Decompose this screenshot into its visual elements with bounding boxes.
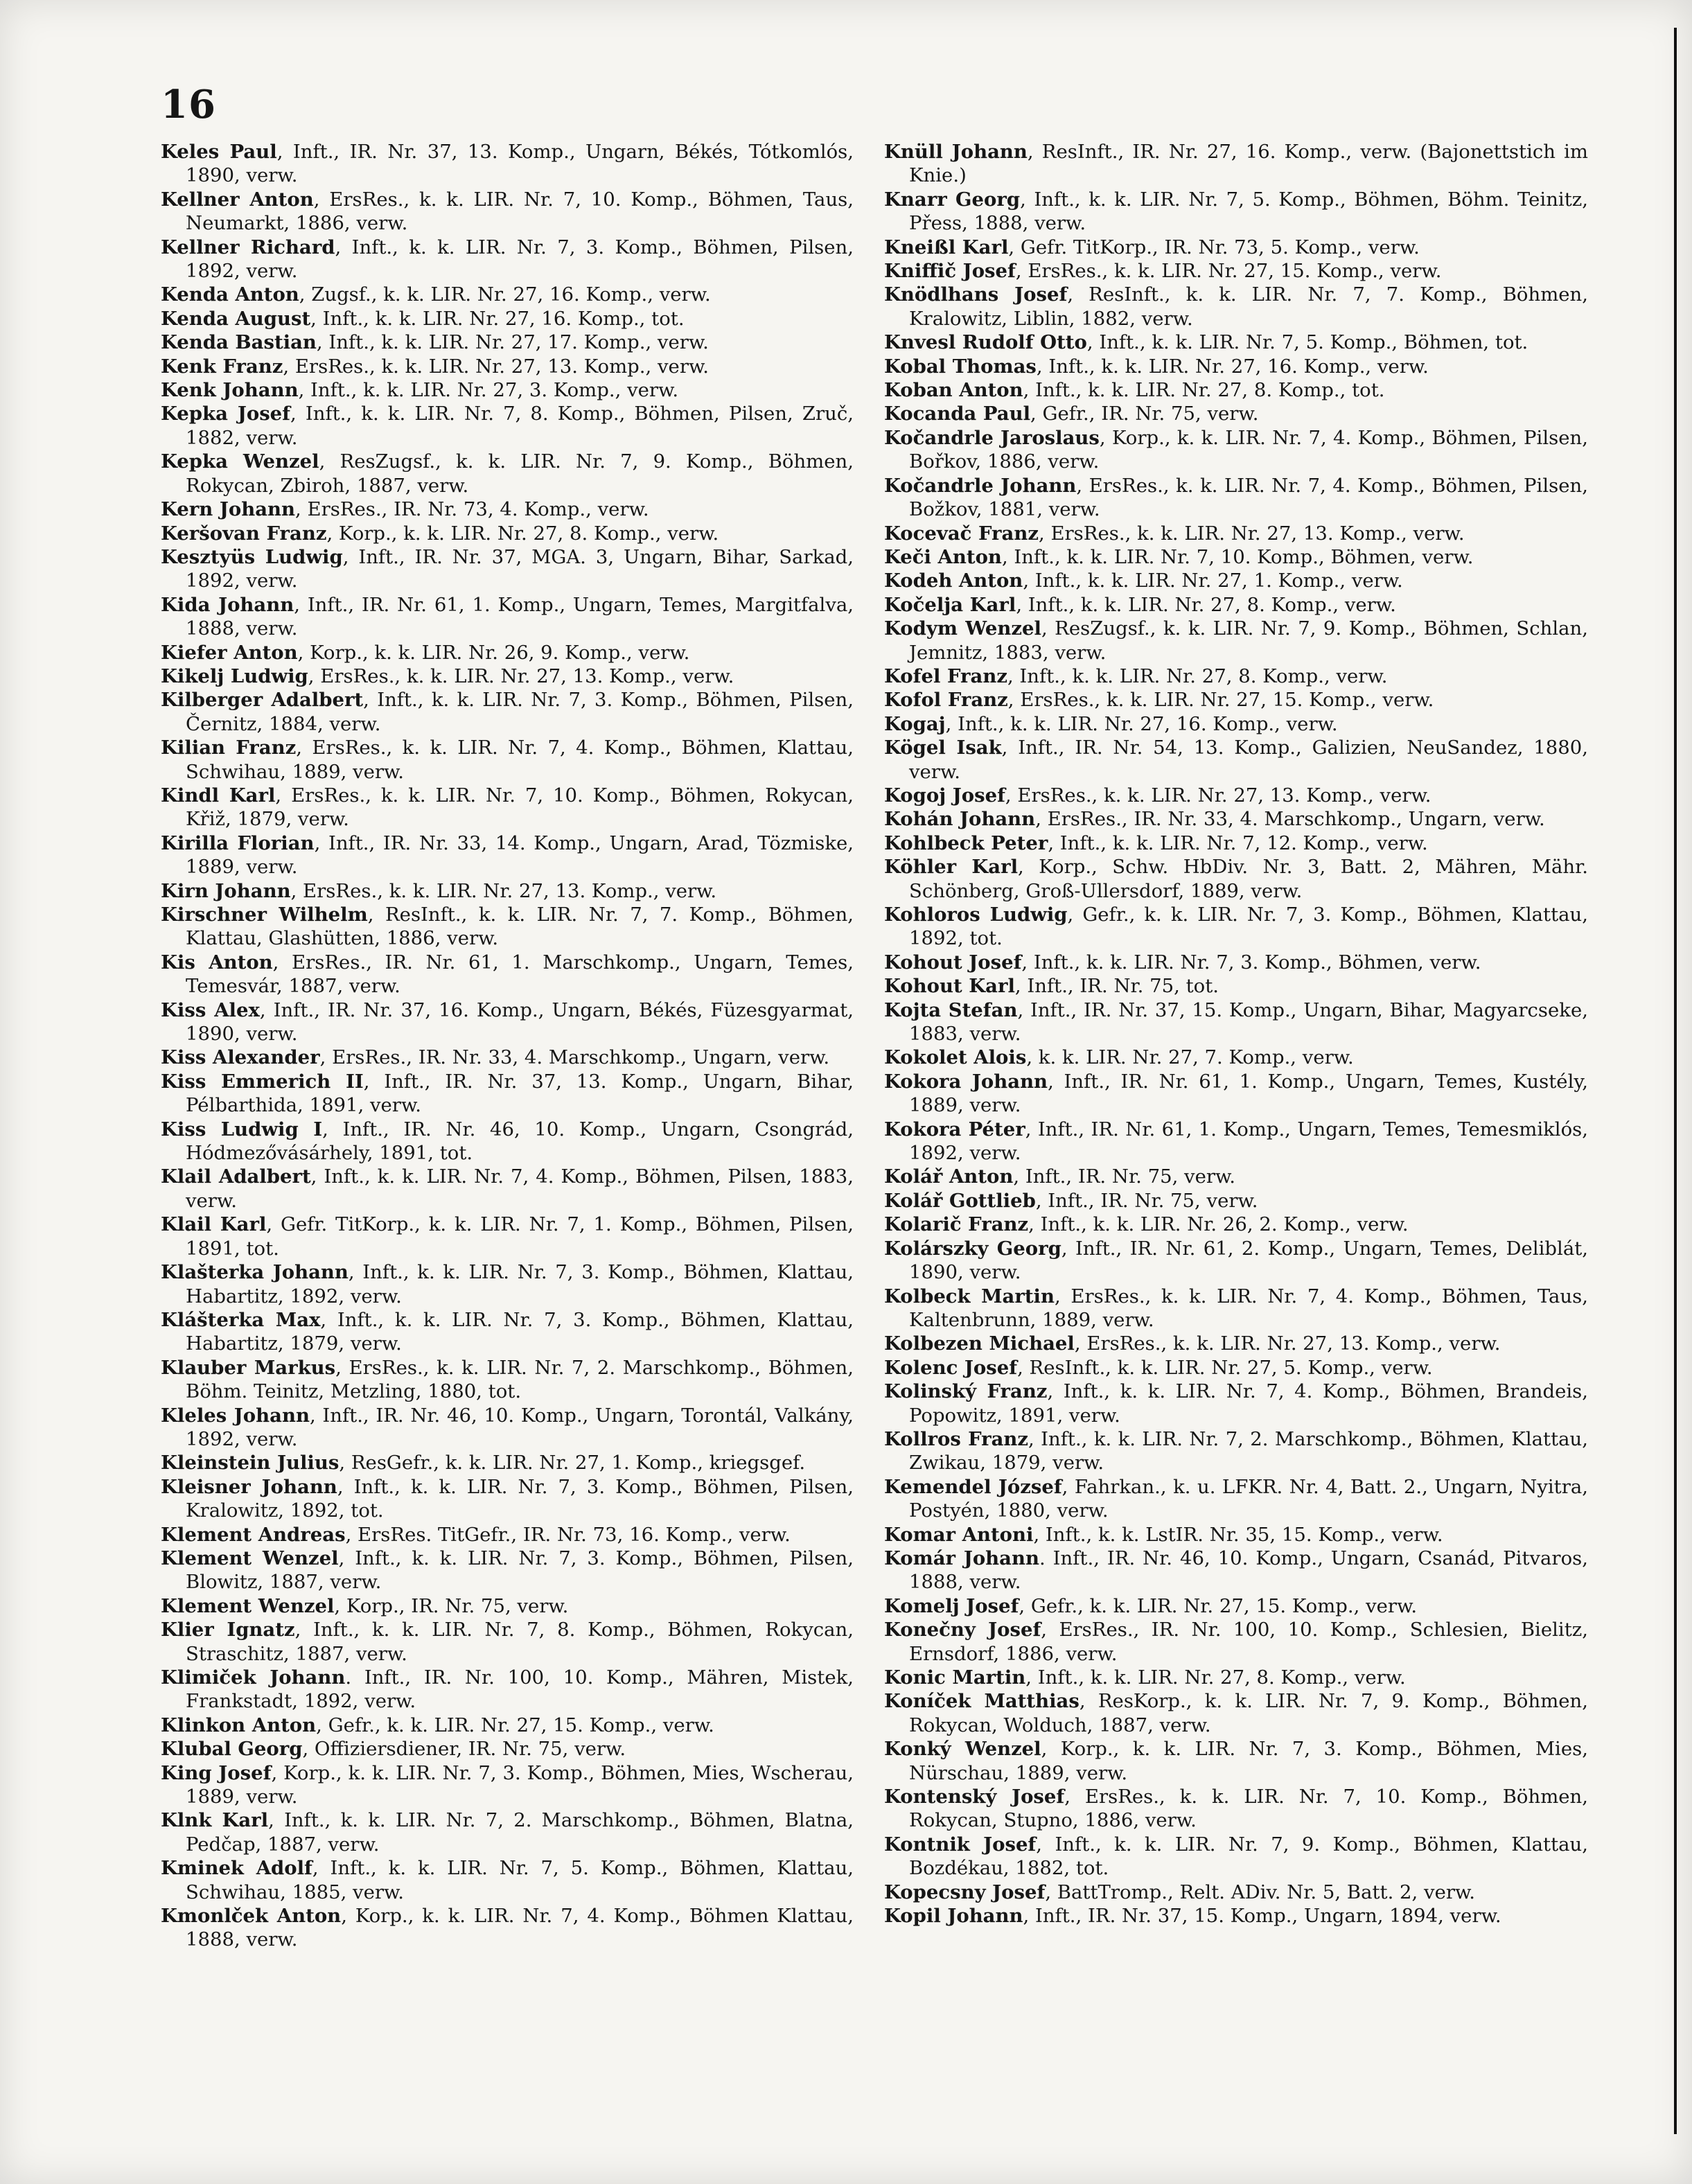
casualty-entry <box>161 641 854 664</box>
entry-name: Kindl Karl <box>161 784 276 807</box>
entry-name: Kenk Franz <box>161 355 283 378</box>
entry-name: Klášterka Max <box>161 1308 321 1331</box>
entry-details: , Offiziersdiener, IR. Nr. 75, verw. <box>302 1738 626 1761</box>
entry-name: Keles Paul <box>161 141 277 163</box>
casualty-entry <box>161 283 854 306</box>
entry-details: , Inft., k. k. LIR. Nr. 7, 3. Komp., Böhmen, Pilsen, 1892, verw. <box>186 236 854 283</box>
casualty-entry <box>884 1189 1588 1213</box>
entry-name: Kögel Isak <box>884 737 1002 759</box>
entry-details: , Inft., k. k. LIR. Nr. 7, 5. Komp., Böhmen, Böhm. Teinitz, Přess, 1888, verw. <box>909 188 1588 235</box>
entry-name: Kiefer Anton <box>161 641 298 664</box>
entry-details: , Inft., k. k. LIR. Nr. 27, 8. Komp., verw. <box>1007 664 1388 687</box>
entry-name: Kohout Josef <box>884 951 1022 974</box>
entry-name: Kontenský Josef <box>884 1786 1065 1808</box>
casualty-entry <box>161 1046 854 1069</box>
casualty-entry <box>161 1118 854 1165</box>
casualty-entry <box>884 1237 1588 1285</box>
entry-details: , Inft., IR. Nr. 37, 16. Komp., Ungarn, Békés, Füzesgyarmat, 1890, verw. <box>186 998 854 1046</box>
entry-name: Konký Wenzel <box>884 1738 1041 1761</box>
entry-details: , Gefr., k. k. LIR. Nr. 27, 15. Komp., verw. <box>1019 1594 1418 1617</box>
casualty-entry <box>161 1308 854 1356</box>
casualty-entry <box>884 831 1588 855</box>
casualty-entry <box>161 140 854 188</box>
entry-details: , Inft., k. k. LIR. Nr. 7, 3. Komp., Böhmen, Pilsen, Kralowitz, 1892, tot. <box>186 1475 854 1522</box>
casualty-entry <box>884 355 1588 378</box>
entry-name: Kis Anton <box>161 951 273 974</box>
entry-name: Kolarič Franz <box>884 1213 1029 1236</box>
entry-details: , ErsRes., IR. Nr. 100, 10. Komp., Schlesien, Bielitz, Ernsdorf, 1886, verw. <box>909 1619 1588 1665</box>
casualty-entry <box>884 664 1588 688</box>
entry-name: Kolář Anton <box>884 1165 1014 1188</box>
entry-name: Kočandrle Johann <box>884 474 1077 497</box>
casualty-entry <box>884 1833 1588 1881</box>
casualty-entry <box>884 1380 1588 1427</box>
entry-name: Kohout Karl <box>884 975 1015 998</box>
entry-details: , Gefr., k. k. LIR. Nr. 7, 3. Komp., Böhmen, Klattau, 1892, tot. <box>909 904 1589 950</box>
entry-details: , ErsRes., k. k. LIR. Nr. 27, 13. Komp., verw. <box>1074 1332 1501 1355</box>
entry-details: , Inft., k. k. LIR. Nr. 27, 8. Komp., tot. <box>1023 379 1385 402</box>
casualty-entry <box>884 998 1588 1046</box>
casualty-entry <box>884 903 1588 951</box>
casualty-entry <box>161 1618 854 1666</box>
entry-name: Kolárszky Georg <box>884 1237 1061 1260</box>
entry-name: Kniffič Josef <box>884 260 1016 283</box>
entry-name: Klail Karl <box>161 1213 267 1236</box>
entry-details: , Inft., IR. Nr. 75, verw. <box>1035 1189 1258 1212</box>
casualty-entry <box>161 1213 854 1260</box>
casualty-entry <box>884 283 1588 331</box>
entry-name: Kesztyüs Ludwig <box>161 545 343 568</box>
entry-details: , Korp., k. k. LIR. Nr. 7, 3. Komp., Böhmen, Mies, Nürschau, 1889, verw. <box>909 1738 1588 1784</box>
casualty-entry <box>884 1737 1588 1785</box>
entry-name: Kemendel József <box>884 1475 1062 1498</box>
entry-name: Kleinstein Julius <box>161 1452 340 1474</box>
entry-details: , Inft., k. k. LIR. Nr. 27, 16. Komp., tot. <box>310 307 685 330</box>
left-column <box>161 140 854 1952</box>
casualty-entry <box>161 1475 854 1523</box>
entry-details: , Inft., k. k. LIR. Nr. 27, 16. Komp., verw. <box>945 712 1338 735</box>
casualty-entry <box>161 1856 854 1904</box>
entry-details: , ResInft., k. k. LIR. Nr. 7, 7. Komp., Böhmen, Klattau, Glashütten, 1886, verw. <box>186 904 854 950</box>
casualty-entry <box>884 1666 1588 1689</box>
entry-name: Kocanda Paul <box>884 403 1031 425</box>
entry-details: , Korp., Schw. HbDiv. Nr. 3, Batt. 2, Mähren, Mähr. Schönberg, Groß-Ullersdorf, 1889, verw. <box>909 856 1588 902</box>
entry-name: Kleisner Johann <box>161 1475 337 1498</box>
entry-name: Kneißl Karl <box>884 236 1009 258</box>
casualty-entry <box>161 688 854 736</box>
casualty-entry <box>884 378 1588 402</box>
entry-name: Kiss Emmerich II <box>161 1070 364 1093</box>
entry-details: , BattTromp., Relt. ADiv. Nr. 5, Batt. 2, verw. <box>1045 1881 1476 1903</box>
entry-details: , Inft., k. k. LIR. Nr. 7, 3. Komp., Böhmen, Pilsen, Blowitz, 1887, verw. <box>186 1547 854 1594</box>
casualty-entry <box>161 784 854 831</box>
casualty-entry <box>161 1451 854 1474</box>
page-number: 16 <box>161 82 216 127</box>
entry-name: Kern Johann <box>161 498 296 521</box>
entry-name: Kenda August <box>161 307 311 330</box>
entry-details: , Inft., IR. Nr. 37, 15. Komp., Ungarn, 1894, verw. <box>1023 1905 1501 1928</box>
entry-details: , ErsRes., k. k. LIR. Nr. 7, 10. Komp., Böhmen, Taus, Neumarkt, 1886, verw. <box>186 188 854 235</box>
entry-name: Knüll Johann <box>884 141 1028 163</box>
entry-details: , Inft., k. k. LIR. Nr. 7, 9. Komp., Böhmen, Klattau, Bozdékau, 1882, tot. <box>909 1833 1588 1880</box>
casualty-entry <box>884 1523 1588 1547</box>
entry-details: , Inft., k. k. LIR. Nr. 7, 2. Marschkomp., Böhmen, Klattau, Zwikau, 1879, verw. <box>909 1427 1588 1474</box>
casualty-entry <box>161 331 854 354</box>
casualty-entry <box>161 450 854 497</box>
entry-name: Klement Andreas <box>161 1523 346 1546</box>
entry-name: Klinkon Anton <box>161 1714 317 1736</box>
entry-details: , ResZugsf., k. k. LIR. Nr. 7, 9. Komp., Böhmen, Rokycan, Zbiroh, 1887, verw. <box>186 450 854 497</box>
casualty-entry <box>161 1547 854 1594</box>
entry-name: Koníček Matthias <box>884 1690 1079 1713</box>
entry-details: , Korp., k. k. LIR. Nr. 7, 4. Komp., Böhmen, Pilsen, Bořkov, 1886, verw. <box>909 426 1588 473</box>
entry-name: Kollros Franz <box>884 1427 1029 1450</box>
entry-name: Kolenc Josef <box>884 1356 1018 1379</box>
casualty-entry <box>884 1165 1588 1188</box>
casualty-entry <box>161 307 854 331</box>
entry-details: , Gefr. TitKorp., IR. Nr. 73, 5. Komp., verw. <box>1008 236 1420 258</box>
entry-name: Kocevač Franz <box>884 522 1039 545</box>
entry-details: , Inft., k. k. LIR. Nr. 7, 3. Komp., Böhmen, Klattau, Habartitz, 1879, verw. <box>186 1308 854 1355</box>
entry-name: Kopecsny Josef <box>884 1881 1046 1903</box>
casualty-entry <box>884 569 1588 592</box>
entry-name: Knarr Georg <box>884 188 1021 211</box>
casualty-entry <box>161 664 854 688</box>
entry-details: , Inft., IR. Nr. 75, tot. <box>1014 975 1219 998</box>
entry-details: , Inft., IR. Nr. 37, MGA. 3, Ungarn, Bihar, Sarkad, 1892, verw. <box>186 545 854 592</box>
casualty-entry <box>884 259 1588 283</box>
entry-details: , Inft., k. k. LIR. Nr. 27, 16. Komp., verw. <box>1036 355 1429 378</box>
right-column <box>884 140 1588 1928</box>
page-border-line <box>1674 28 1677 2134</box>
entry-name: Kepka Wenzel <box>161 450 319 473</box>
entry-details: , Inft., IR. Nr. 37, 13. Komp., Ungarn, Békés, Tótkomlós, 1890, verw. <box>186 141 854 187</box>
entry-name: Kida Johann <box>161 593 294 616</box>
casualty-entry <box>884 522 1588 545</box>
casualty-entry <box>161 998 854 1046</box>
casualty-entry <box>884 712 1588 736</box>
entry-details: , Inft., k. k. LIR. Nr. 7, 10. Komp., Böhmen, verw. <box>1001 545 1474 568</box>
casualty-entry <box>161 879 854 903</box>
entry-details: , ErsRes., k. k. LIR. Nr. 7, 4. Komp., Böhmen, Klattau, Schwihau, 1889, verw. <box>186 737 854 783</box>
entry-details: , ErsRes., k. k. LIR. Nr. 7, 10. Komp., Böhmen, Rokycan, Stupno, 1886, verw. <box>909 1786 1588 1832</box>
entry-details: , k. k. LIR. Nr. 27, 7. Komp., verw. <box>1026 1046 1354 1069</box>
entry-name: Kminek Adolf <box>161 1857 312 1880</box>
entry-name: Klauber Markus <box>161 1356 336 1379</box>
casualty-entry <box>884 855 1588 903</box>
casualty-entry <box>884 1332 1588 1355</box>
casualty-entry <box>884 1881 1588 1904</box>
entry-details: , Inft., k. k. LIR. Nr. 27, 1. Komp., verw. <box>1023 570 1403 592</box>
entry-details: , Zugsf., k. k. LIR. Nr. 27, 16. Komp., verw. <box>299 283 711 306</box>
entry-name: Kenk Johann <box>161 379 299 402</box>
entry-details: , Gefr., k. k. LIR. Nr. 27, 15. Komp., verw. <box>316 1714 714 1736</box>
entry-name: Konic Martin <box>884 1666 1026 1689</box>
entry-details: , ResInft., IR. Nr. 27, 16. Komp., verw. (Bajonettstich im Knie.) <box>909 141 1588 187</box>
casualty-entry <box>884 1046 1588 1069</box>
entry-details: , ResZugsf., k. k. LIR. Nr. 7, 9. Komp., Böhmen, Schlan, Jemnitz, 1883, verw. <box>909 617 1588 664</box>
entry-name: Keči Anton <box>884 545 1002 568</box>
entry-details: , Inft., k. k. LIR. Nr. 7, 8. Komp., Böhmen, Pilsen, Zruč, 1882, verw. <box>186 403 854 449</box>
entry-name: Klnk Karl <box>161 1809 269 1832</box>
entry-details: . Inft., IR. Nr. 100, 10. Komp., Mähren, Mistek, Frankstadt, 1892, verw. <box>186 1666 854 1713</box>
entry-name: Kočelja Karl <box>884 593 1016 616</box>
entry-details: , Inft., k. k. LIR. Nr. 27, 8. Komp., verw. <box>1016 593 1396 616</box>
casualty-entry <box>161 1666 854 1714</box>
entry-details: , Inft., IR. Nr. 37, 15. Komp., Ungarn, Bihar, Magyarcseke, 1883, verw. <box>909 998 1588 1046</box>
entry-name: Kofol Franz <box>884 689 1008 712</box>
entry-name: Klubal Georg <box>161 1738 303 1761</box>
entry-details: , ErsRes. TitGefr., IR. Nr. 73, 16. Komp., verw. <box>345 1523 791 1546</box>
casualty-entry <box>884 474 1588 522</box>
casualty-entry <box>884 1475 1588 1523</box>
entry-name: Köhler Karl <box>884 856 1019 879</box>
entry-details: . Inft., IR. Nr. 46, 10. Komp., Ungarn, Csanád, Pitvaros, 1888, verw. <box>909 1547 1588 1594</box>
entry-name: Komelj Josef <box>884 1594 1019 1617</box>
casualty-entry <box>161 951 854 998</box>
casualty-entry <box>884 1427 1588 1475</box>
entry-name: Kohlbeck Peter <box>884 831 1048 854</box>
casualty-entry <box>161 1404 854 1452</box>
entry-details: , Korp., k. k. LIR. Nr. 7, 4. Komp., Böhmen Klattau, 1888, verw. <box>186 1905 854 1951</box>
casualty-entry <box>161 522 854 545</box>
entry-details: , Inft., k. k. LIR. Nr. 7, 5. Komp., Böhmen, Klattau, Schwihau, 1885, verw. <box>186 1857 854 1903</box>
entry-details: , Inft., k. k. LIR. Nr. 7, 3. Komp., Böhmen, Klattau, Habartitz, 1892, verw. <box>186 1261 854 1307</box>
entry-details: , Inft., k. k. LIR. Nr. 7, 4. Komp., Böhmen, Pilsen, 1883, verw. <box>186 1165 854 1212</box>
entry-name: Knvesl Rudolf Otto <box>884 331 1087 354</box>
entry-details: , Inft., k. k. LIR. Nr. 7, 3. Komp., Böhmen, Pilsen, Černitz, 1884, verw. <box>186 689 854 735</box>
entry-name: Klimiček Johann <box>161 1666 346 1689</box>
entry-name: Kepka Josef <box>161 403 291 425</box>
entry-name: Kirilla Florian <box>161 831 315 854</box>
casualty-entry <box>161 1356 854 1404</box>
casualty-entry <box>884 426 1588 474</box>
entry-details: , Inft., IR. Nr. 61, 1. Komp., Ungarn, Temes, Kustély, 1889, verw. <box>909 1070 1588 1117</box>
entry-details: , Korp., k. k. LIR. Nr. 7, 3. Komp., Böhmen, Mies, Wscherau, 1889, verw. <box>186 1761 854 1808</box>
entry-name: Kirn Johann <box>161 879 291 902</box>
casualty-entry <box>884 1356 1588 1380</box>
casualty-entry <box>161 903 854 951</box>
casualty-entry <box>161 1714 854 1737</box>
casualty-entry <box>161 1761 854 1809</box>
casualty-entry <box>884 1904 1588 1928</box>
casualty-entry <box>884 688 1588 712</box>
entry-details: , Inft., k. k. LIR. Nr. 27, 8. Komp., verw. <box>1025 1666 1406 1689</box>
casualty-entry <box>884 617 1588 664</box>
entry-name: Kiss Alex <box>161 998 260 1021</box>
entry-details: , ErsRes., IR. Nr. 61, 1. Marschkomp., Ungarn, Temes, Temesvár, 1887, verw. <box>186 951 854 998</box>
entry-details: , Inft., k. k. LIR. Nr. 27, 17. Komp., verw. <box>316 331 709 354</box>
casualty-entry <box>884 331 1588 354</box>
entry-name: Kogoj Josef <box>884 784 1005 807</box>
entry-details: , ResInft., k. k. LIR. Nr. 27, 5. Komp., verw. <box>1017 1356 1433 1379</box>
entry-name: Kokora Péter <box>884 1118 1025 1141</box>
entry-details: , Inft., IR. Nr. 46, 10. Komp., Ungarn, Torontál, Valkány, 1892, verw. <box>186 1404 854 1450</box>
entry-details: , Gefr., IR. Nr. 75, verw. <box>1030 403 1259 425</box>
casualty-entry <box>884 593 1588 617</box>
entry-name: Koban Anton <box>884 379 1023 402</box>
entry-details: , ErsRes., k. k. LIR. Nr. 27, 15. Komp., verw. <box>1007 689 1434 712</box>
casualty-entry <box>161 545 854 593</box>
entry-details: , Inft., IR. Nr. 61, 1. Komp., Ungarn, Temes, Margitfalva, 1888, verw. <box>186 593 854 640</box>
casualty-entry <box>884 951 1588 974</box>
entry-name: Komár Johann <box>884 1547 1039 1569</box>
casualty-entry <box>161 497 854 521</box>
entry-name: Kilian Franz <box>161 737 297 759</box>
entry-name: Kellner Richard <box>161 236 335 258</box>
entry-name: Kodym Wenzel <box>884 617 1041 640</box>
entry-details: , Korp., k. k. LIR. Nr. 26, 9. Komp., verw. <box>297 641 690 664</box>
casualty-entry <box>884 1070 1588 1118</box>
casualty-entry <box>161 1594 854 1618</box>
entry-details: , Inft., IR. Nr. 33, 14. Komp., Ungarn, Arad, Tözmiske, 1889, verw. <box>186 831 854 879</box>
entry-name: Kojta Stefan <box>884 998 1018 1021</box>
entry-details: , ErsRes., k. k. LIR. Nr. 7, 2. Marschkomp., Böhmen, Böhm. Teinitz, Metzling, 1880, tot. <box>186 1356 854 1403</box>
casualty-entry <box>161 831 854 879</box>
casualty-entry <box>161 378 854 402</box>
entry-details: , Inft., k. k. LstIR. Nr. 35, 15. Komp., verw. <box>1033 1523 1443 1546</box>
entry-name: Knödlhans Josef <box>884 283 1068 306</box>
entry-details: , Inft., k. k. LIR. Nr. 7, 2. Marschkomp., Böhmen, Blatna, Pedčap, 1887, verw. <box>186 1809 854 1856</box>
entry-details: , Inft., k. k. LIR. Nr. 7, 4. Komp., Böhmen, Brandeis, Popowitz, 1891, verw. <box>909 1380 1588 1427</box>
casualty-entry <box>161 355 854 378</box>
entry-details: , Inft., IR. Nr. 37, 13. Komp., Ungarn, Bihar, Pélbarthida, 1891, verw. <box>186 1070 854 1117</box>
entry-name: Kmonlček Anton <box>161 1905 342 1928</box>
casualty-entry <box>884 140 1588 188</box>
casualty-entry <box>884 1594 1588 1618</box>
entry-details: , ErsRes., IR. Nr. 33, 4. Marschkomp., Ungarn, verw. <box>1035 808 1545 831</box>
casualty-entry <box>884 236 1588 259</box>
casualty-entry <box>161 236 854 283</box>
entry-details: , Inft., IR. Nr. 61, 2. Komp., Ungarn, Temes, Deliblát, 1890, verw. <box>909 1237 1589 1284</box>
entry-details: , Inft., k. k. LIR. Nr. 27, 3. Komp., verw. <box>298 379 679 402</box>
casualty-entry <box>884 402 1588 425</box>
casualty-entry <box>884 1285 1588 1332</box>
entry-details: , ErsRes., k. k. LIR. Nr. 7, 4. Komp., Böhmen, Pilsen, Božkov, 1881, verw. <box>909 474 1588 521</box>
entry-name: Kokolet Alois <box>884 1046 1027 1069</box>
entry-name: Kilberger Adalbert <box>161 689 364 712</box>
casualty-entry <box>884 1689 1588 1737</box>
entry-details: , ErsRes., k. k. LIR. Nr. 7, 10. Komp., Böhmen, Rokycan, Křiž, 1879, verw. <box>186 784 854 831</box>
entry-name: Kogaj <box>884 712 946 735</box>
entry-name: Kleles Johann <box>161 1404 310 1427</box>
entry-details: , ErsRes., IR. Nr. 73, 4. Komp., verw. <box>295 498 649 521</box>
entry-details: , Gefr. TitKorp., k. k. LIR. Nr. 7, 1. Komp., Böhmen, Pilsen, 1891, tot. <box>186 1213 854 1260</box>
entry-details: , Inft., k. k. LIR. Nr. 7, 8. Komp., Böhmen, Rokycan, Straschitz, 1887, verw. <box>186 1619 854 1665</box>
entry-name: Kolář Gottlieb <box>884 1189 1036 1212</box>
entry-details: , ErsRes., k. k. LIR. Nr. 27, 13. Komp., verw. <box>308 664 734 687</box>
entry-details: , Inft., IR. Nr. 61, 1. Komp., Ungarn, Temes, Temesmiklós, 1892, verw. <box>909 1118 1589 1165</box>
entry-details: , ErsRes., IR. Nr. 33, 4. Marschkomp., Ungarn, verw. <box>319 1046 830 1069</box>
entry-name: Klement Wenzel <box>161 1594 335 1617</box>
casualty-entry <box>161 1904 854 1952</box>
casualty-entry <box>884 1118 1588 1165</box>
casualty-entry <box>161 1260 854 1308</box>
entry-details: , ResKorp., k. k. LIR. Nr. 7, 9. Komp., Böhmen, Rokycan, Wolduch, 1887, verw. <box>909 1690 1588 1736</box>
entry-details: , Inft., IR. Nr. 46, 10. Komp., Ungarn, Csongrád, Hódmezővásárhely, 1891, tot. <box>186 1118 854 1165</box>
entry-details: , Inft., k. k. LIR. Nr. 7, 3. Komp., Böhmen, verw. <box>1021 951 1481 974</box>
entry-name: Kiss Ludwig I <box>161 1118 323 1141</box>
casualty-entry <box>884 974 1588 998</box>
entry-name: Konečny Josef <box>884 1619 1041 1641</box>
entry-details: , ResGefr., k. k. LIR. Nr. 27, 1. Komp., kriegsgef. <box>339 1452 806 1474</box>
entry-details: , Inft., k. k. LIR. Nr. 26, 2. Komp., verw. <box>1028 1213 1409 1236</box>
entry-name: Kolinský Franz <box>884 1380 1048 1403</box>
casualty-entry <box>161 1808 854 1856</box>
entry-name: Kirschner Wilhelm <box>161 904 368 926</box>
entry-name: Kopil Johann <box>884 1905 1023 1928</box>
entry-details: , Inft., IR. Nr. 75, verw. <box>1013 1165 1236 1188</box>
casualty-entry <box>884 188 1588 236</box>
entry-name: Kikelj Ludwig <box>161 664 308 687</box>
casualty-entry <box>884 807 1588 831</box>
entry-name: Kellner Anton <box>161 188 314 211</box>
entry-details: , ResInft., k. k. LIR. Nr. 7, 7. Komp., Böhmen, Kralowitz, Liblin, 1882, verw. <box>909 283 1589 330</box>
casualty-entry <box>884 545 1588 569</box>
casualty-entry <box>884 736 1588 784</box>
entry-details: , ErsRes., k. k. LIR. Nr. 27, 15. Komp., verw. <box>1015 260 1442 283</box>
entry-name: Klail Adalbert <box>161 1165 311 1188</box>
entry-details: , ErsRes., k. k. LIR. Nr. 27, 13. Komp., verw. <box>1038 522 1465 545</box>
entry-name: Kolbeck Martin <box>884 1285 1055 1307</box>
entry-details: , ErsRes., k. k. LIR. Nr. 27, 13. Komp., verw. <box>290 879 717 902</box>
entry-details: , Inft., k. k. LIR. Nr. 7, 12. Komp., verw. <box>1048 831 1428 854</box>
entry-name: Klier Ignatz <box>161 1619 295 1641</box>
casualty-entry <box>161 1165 854 1213</box>
casualty-entry <box>884 1213 1588 1236</box>
entry-details: , Korp., IR. Nr. 75, verw. <box>334 1594 569 1617</box>
casualty-entry <box>161 736 854 784</box>
entry-name: Kofel Franz <box>884 664 1007 687</box>
entry-details: , Korp., k. k. LIR. Nr. 27, 8. Komp., verw. <box>326 522 719 545</box>
casualty-entry <box>884 784 1588 807</box>
entry-name: Kolbezen Michael <box>884 1332 1075 1355</box>
entry-name: Kiss Alexander <box>161 1046 320 1069</box>
casualty-entry <box>161 188 854 236</box>
entry-details: , ErsRes., k. k. LIR. Nr. 27, 13. Komp., verw. <box>1005 784 1431 807</box>
casualty-entry <box>161 402 854 450</box>
entry-name: Klašterka Johann <box>161 1261 349 1284</box>
entry-name: Kenda Anton <box>161 283 299 306</box>
entry-name: Kobal Thomas <box>884 355 1037 378</box>
casualty-entry <box>161 1070 854 1118</box>
entry-name: Kodeh Anton <box>884 570 1023 592</box>
entry-details: , Fahrkan., k. u. LFKR. Nr. 4, Batt. 2., Ungarn, Nyitra, Postyén, 1880, verw. <box>909 1475 1589 1522</box>
entry-name: Komar Antoni <box>884 1523 1034 1546</box>
entry-details: , ErsRes., k. k. LIR. Nr. 27, 13. Komp., verw. <box>283 355 709 378</box>
entry-details: , ErsRes., k. k. LIR. Nr. 7, 4. Komp., Böhmen, Taus, Kaltenbrunn, 1889, verw. <box>909 1285 1589 1331</box>
entry-details: , Inft., IR. Nr. 54, 13. Komp., Galizien, NeuSandez, 1880, verw. <box>909 737 1588 783</box>
casualty-entry <box>884 1618 1588 1666</box>
entry-name: Klement Wenzel <box>161 1547 339 1569</box>
entry-name: Kočandrle Jaroslaus <box>884 426 1100 449</box>
casualty-entry <box>161 593 854 641</box>
casualty-entry <box>161 1523 854 1547</box>
casualty-entry <box>161 1737 854 1761</box>
entry-details: , Inft., k. k. LIR. Nr. 7, 5. Komp., Böhmen, tot. <box>1086 331 1528 354</box>
entry-name: Kohán Johann <box>884 808 1036 831</box>
entry-name: King Josef <box>161 1761 272 1784</box>
entry-name: Keršovan Franz <box>161 522 327 545</box>
entry-name: Kenda Bastian <box>161 331 317 354</box>
entry-name: Kontnik Josef <box>884 1833 1037 1856</box>
casualty-entry <box>884 1785 1588 1833</box>
casualty-entry <box>884 1547 1588 1594</box>
entry-name: Kohloros Ludwig <box>884 904 1068 926</box>
entry-name: Kokora Johann <box>884 1070 1048 1093</box>
